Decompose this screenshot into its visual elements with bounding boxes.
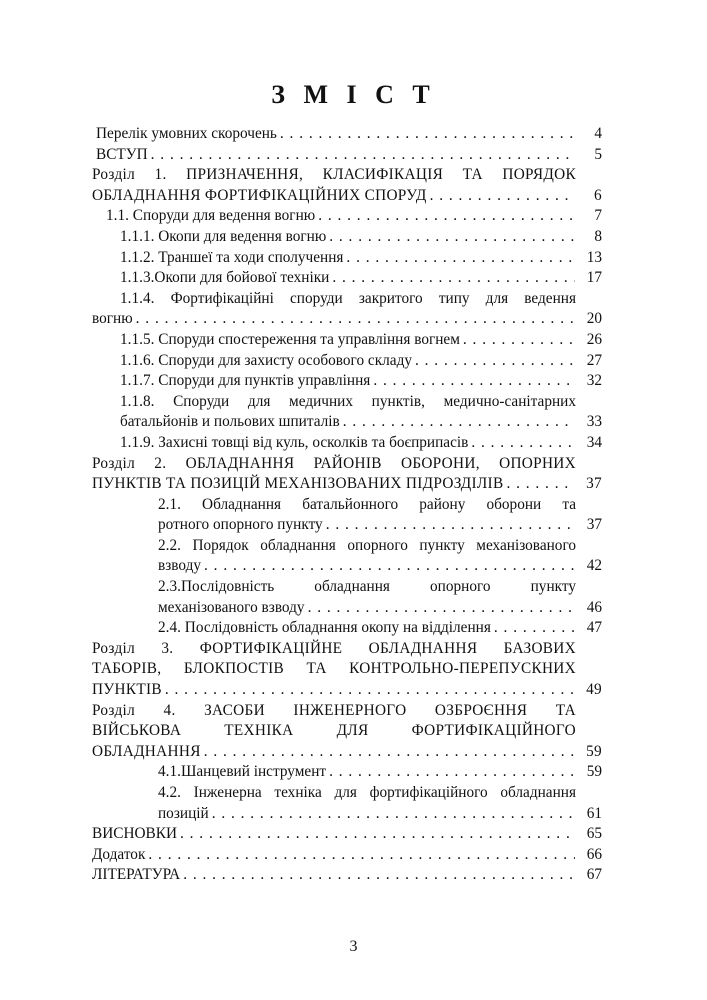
toc-entry[interactable] [92,577,602,618]
dot-leader [136,309,575,330]
toc-entry[interactable] [92,165,602,206]
toc-entry-title: ротного опорного пункту [158,516,323,534]
toc-entry-page: 26 [586,330,602,348]
toc-entry-title-line: Розділ 3. ФОРТИФІКАЦІЙНЕ ОБЛАДНАННЯ БАЗОВИХ [92,639,576,657]
toc-entry-title-line: ТАБОРІВ, БЛОКПОСТІВ ТА КОНТРОЛЬНО-ПЕРЕПУСКНИХ [92,660,576,678]
toc-entry-title: 1.1.6. Споруди для захисту особового складу [120,351,412,369]
dot-leader [318,206,575,227]
toc-entry-page: 47 [586,619,602,637]
toc-entry[interactable] [92,433,602,454]
toc-entry[interactable] [92,536,602,577]
toc-entry[interactable] [92,330,602,351]
toc-entry-title: ВИСНОВКИ [92,825,177,843]
toc-entry-title-line: 1.1.8. Споруди для медичних пунктів, медично-санітарних [120,392,576,410]
toc-entry-title: Перелік умовних скорочень [96,125,277,142]
dot-leader [346,248,575,269]
toc-entry-title: 1.1.7. Споруди для пунктів управління [120,372,371,390]
toc-entry-title: 1.1. Споруди для ведення вогню [106,207,316,225]
toc-entry[interactable] [92,392,602,433]
toc-entry-page: 59 [586,763,602,781]
toc-entry-title: батальйонів и польових шпиталів [120,413,340,431]
toc-entry[interactable] [92,268,602,289]
dot-leader [180,824,575,845]
toc-entry-page: 13 [586,248,602,266]
toc-entry-title: ЛІТЕРАТУРА [92,866,181,884]
toc-entry-page: 46 [586,598,602,616]
dot-leader [494,618,575,639]
toc-entry-page: 20 [586,310,602,328]
toc-entry-page: 65 [586,825,602,843]
dot-leader [329,762,575,783]
toc-entry[interactable] [92,454,602,495]
dot-leader [204,742,575,763]
toc-entry-page: 34 [586,433,602,451]
toc-entry-title-line: 2.2. Порядок обладнання опорного пункту механізованого [158,536,576,554]
dot-leader [183,865,575,886]
toc-entry[interactable] [92,701,602,763]
toc-entry-title: позицій [158,804,209,822]
toc-entry[interactable] [92,145,602,166]
dot-leader [329,227,575,248]
toc-entry[interactable] [92,248,602,269]
toc-entry-title: 4.1.Шанцевий інструмент [158,763,327,781]
dot-leader [204,556,575,577]
toc-entry-page: 42 [586,557,602,575]
dot-leader [415,351,575,372]
toc-entry-page: 37 [586,516,602,534]
dot-leader [148,845,575,866]
dot-leader [326,515,575,536]
dot-leader [373,371,575,392]
toc-entry-title: 2.4. Послідовність обладнання окопу на відділення [158,619,491,637]
toc-entry[interactable] [92,824,602,845]
toc-entry-page: 7 [594,207,602,225]
toc-entry[interactable] [92,206,602,227]
toc-entry-page: 32 [586,372,602,390]
dot-leader [332,268,575,289]
toc-entry-title: Додаток [92,845,146,863]
toc-entry[interactable] [92,762,602,783]
toc-entry-title-line: 1.1.4. Фортифікаційні споруди закритого типу для ведення [120,289,576,307]
toc-entry-title-line: Розділ 1. ПРИЗНАЧЕННЯ, КЛАСИФІКАЦІЯ ТА ПОРЯДОК [92,166,576,184]
toc-entry-page: 67 [586,866,602,884]
dot-leader [212,804,575,825]
toc-entry-title-line: ВІЙСЬКОВА ТЕХНІКА ДЛЯ ФОРТИФІКАЦІЙНОГО [92,722,576,740]
toc-entry-title: ПУНКТІВ ТА ПОЗИЦІЙ МЕХАНІЗОВАНИХ ПІДРОЗДІЛІВ [92,475,504,493]
toc-entry-page: 59 [586,742,602,760]
toc-entry[interactable] [92,371,602,392]
toc-entry-title: механізованого взводу [158,598,305,616]
page-number: 3 [349,938,358,955]
dot-leader [430,186,575,207]
toc-entry-title: ОБЛАДНАННЯ ФОРТИФІКАЦІЙНИХ СПОРУД [92,186,427,204]
toc-entry-page: 66 [586,845,602,863]
toc-entry-page: 8 [594,227,602,245]
toc-entry-title: ВСТУП [96,145,148,163]
toc-entry-title: 1.1.5. Споруди спостереження та управління вогнем [120,330,460,348]
dot-leader [280,124,575,145]
dot-leader [165,680,575,701]
toc-entry[interactable] [92,618,602,639]
toc-entry-title: 1.1.1. Окопи для ведення вогню [120,227,327,245]
toc-entry-title: 1.1.9. Захисні товщі від куль, осколків та боєприпасів [120,433,469,451]
toc-entry-page: 4 [594,125,602,142]
dot-leader [151,145,575,166]
toc-entry-title-line: Розділ 2. ОБЛАДНАННЯ РАЙОНІВ ОБОРОНИ, ОПОРНИХ [92,454,576,472]
table-of-contents [92,124,602,886]
page-title: З М І С Т [271,80,436,109]
toc-entry-title: 1.1.3.Окопи для бойової техніки [120,269,330,287]
toc-entry-page: 27 [586,351,602,369]
toc-entry-title-line: 2.3.Послідовність обладнання опорного пункту [158,578,576,596]
toc-entry[interactable] [92,124,602,145]
toc-entry-title-line: 4.2. Інженерна техніка для фортифікаційного обладнання [158,784,576,801]
dot-leader [463,330,575,351]
dot-leader [308,598,575,619]
toc-entry[interactable] [92,865,602,886]
toc-entry[interactable] [92,351,602,372]
toc-entry-page: 17 [586,269,602,287]
toc-entry-title: взводу [158,557,202,575]
toc-entry-title: 1.1.2. Траншеї та ходи сполучення [120,248,344,266]
toc-entry-page: 37 [586,475,602,493]
toc-entry[interactable] [92,289,602,330]
toc-entry-title: ОБЛАДНАННЯ [92,742,201,760]
toc-entry[interactable] [92,227,602,248]
toc-entry-page: 33 [586,413,602,431]
toc-entry[interactable] [92,639,602,701]
toc-entry[interactable] [92,495,602,536]
toc-entry-title: ПУНКТІВ [92,681,162,699]
dot-leader [506,474,575,495]
toc-entry-page: 6 [594,186,602,204]
toc-entry[interactable] [92,783,602,824]
toc-entry[interactable] [92,845,602,866]
toc-entry-title-line: Розділ 4. ЗАСОБИ ІНЖЕНЕРНОГО ОЗБРОЄННЯ ТА [92,701,576,719]
toc-entry-page: 5 [594,145,602,163]
dot-leader [343,412,575,433]
dot-leader [471,433,575,454]
toc-entry-page: 49 [586,681,602,699]
toc-entry-title: вогню [92,310,133,328]
toc-entry-title-line: 2.1. Обладнання батальйонного району оборони та [158,495,576,513]
toc-entry-page: 61 [586,804,602,822]
